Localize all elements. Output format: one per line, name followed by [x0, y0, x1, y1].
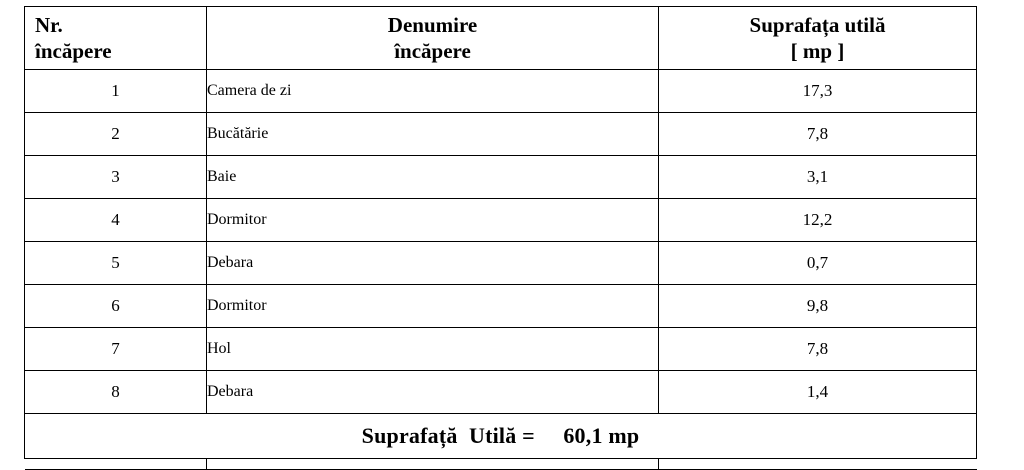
- column-header-nr: [25, 7, 207, 70]
- column-header-area: [659, 7, 977, 70]
- cell-nr: 6: [25, 285, 207, 328]
- cell-name: Dormitor: [207, 199, 659, 242]
- cell-nr: 5: [25, 242, 207, 285]
- column-header-name-line2: încăpere: [394, 39, 471, 63]
- cell-area: 7,8: [659, 113, 977, 156]
- cell-area: 1,4: [659, 371, 977, 414]
- table-stub-row: [25, 459, 977, 470]
- table-row: [25, 156, 977, 199]
- cell-area: 3,1: [659, 156, 977, 199]
- cell-nr: 7: [25, 328, 207, 371]
- cell-name: Hol: [207, 328, 659, 371]
- cell-name: Camera de zi: [207, 70, 659, 113]
- table-row: [25, 242, 977, 285]
- cell-name: Debara: [207, 371, 659, 414]
- cell-name: Debara: [207, 242, 659, 285]
- total-label: Suprafață Utilă = 60,1 mp: [361, 423, 640, 448]
- cell-nr: 1: [25, 70, 207, 113]
- cell-nr: 3: [25, 156, 207, 199]
- total-cell: [25, 414, 977, 459]
- cell-area: 9,8: [659, 285, 977, 328]
- table-row: [25, 199, 977, 242]
- cell-nr: 2: [25, 113, 207, 156]
- cell-area: 7,8: [659, 328, 977, 371]
- column-header-area-line1: Suprafața utilă: [749, 12, 886, 37]
- column-header-nr-line1: Nr.: [35, 12, 63, 37]
- cell-name: Baie: [207, 156, 659, 199]
- table-row: [25, 70, 977, 113]
- column-header-nr-line2: încăpere: [35, 39, 112, 63]
- stub-cell-middle: [207, 459, 659, 470]
- total-row: [25, 414, 977, 459]
- table-header: [25, 7, 977, 70]
- column-header-area-line2: [ mp ]: [790, 39, 845, 63]
- column-header-name-line1: Denumire: [387, 12, 478, 37]
- table-row: [25, 113, 977, 156]
- cell-name: Dormitor: [207, 285, 659, 328]
- table-row: [25, 285, 977, 328]
- cell-nr: 4: [25, 199, 207, 242]
- stub-cell-left: [25, 459, 207, 470]
- cell-area: 12,2: [659, 199, 977, 242]
- cell-name: Bucătărie: [207, 113, 659, 156]
- table-body: [25, 70, 977, 470]
- column-header-name: [207, 7, 659, 70]
- table-row: [25, 371, 977, 414]
- table-header-row: [25, 7, 977, 70]
- document-page: [0, 6, 1024, 461]
- cell-area: 17,3: [659, 70, 977, 113]
- table-row: [25, 328, 977, 371]
- cell-area: 0,7: [659, 242, 977, 285]
- stub-cell-right: [659, 459, 977, 470]
- cell-nr: 8: [25, 371, 207, 414]
- room-schedule-table: [24, 6, 977, 470]
